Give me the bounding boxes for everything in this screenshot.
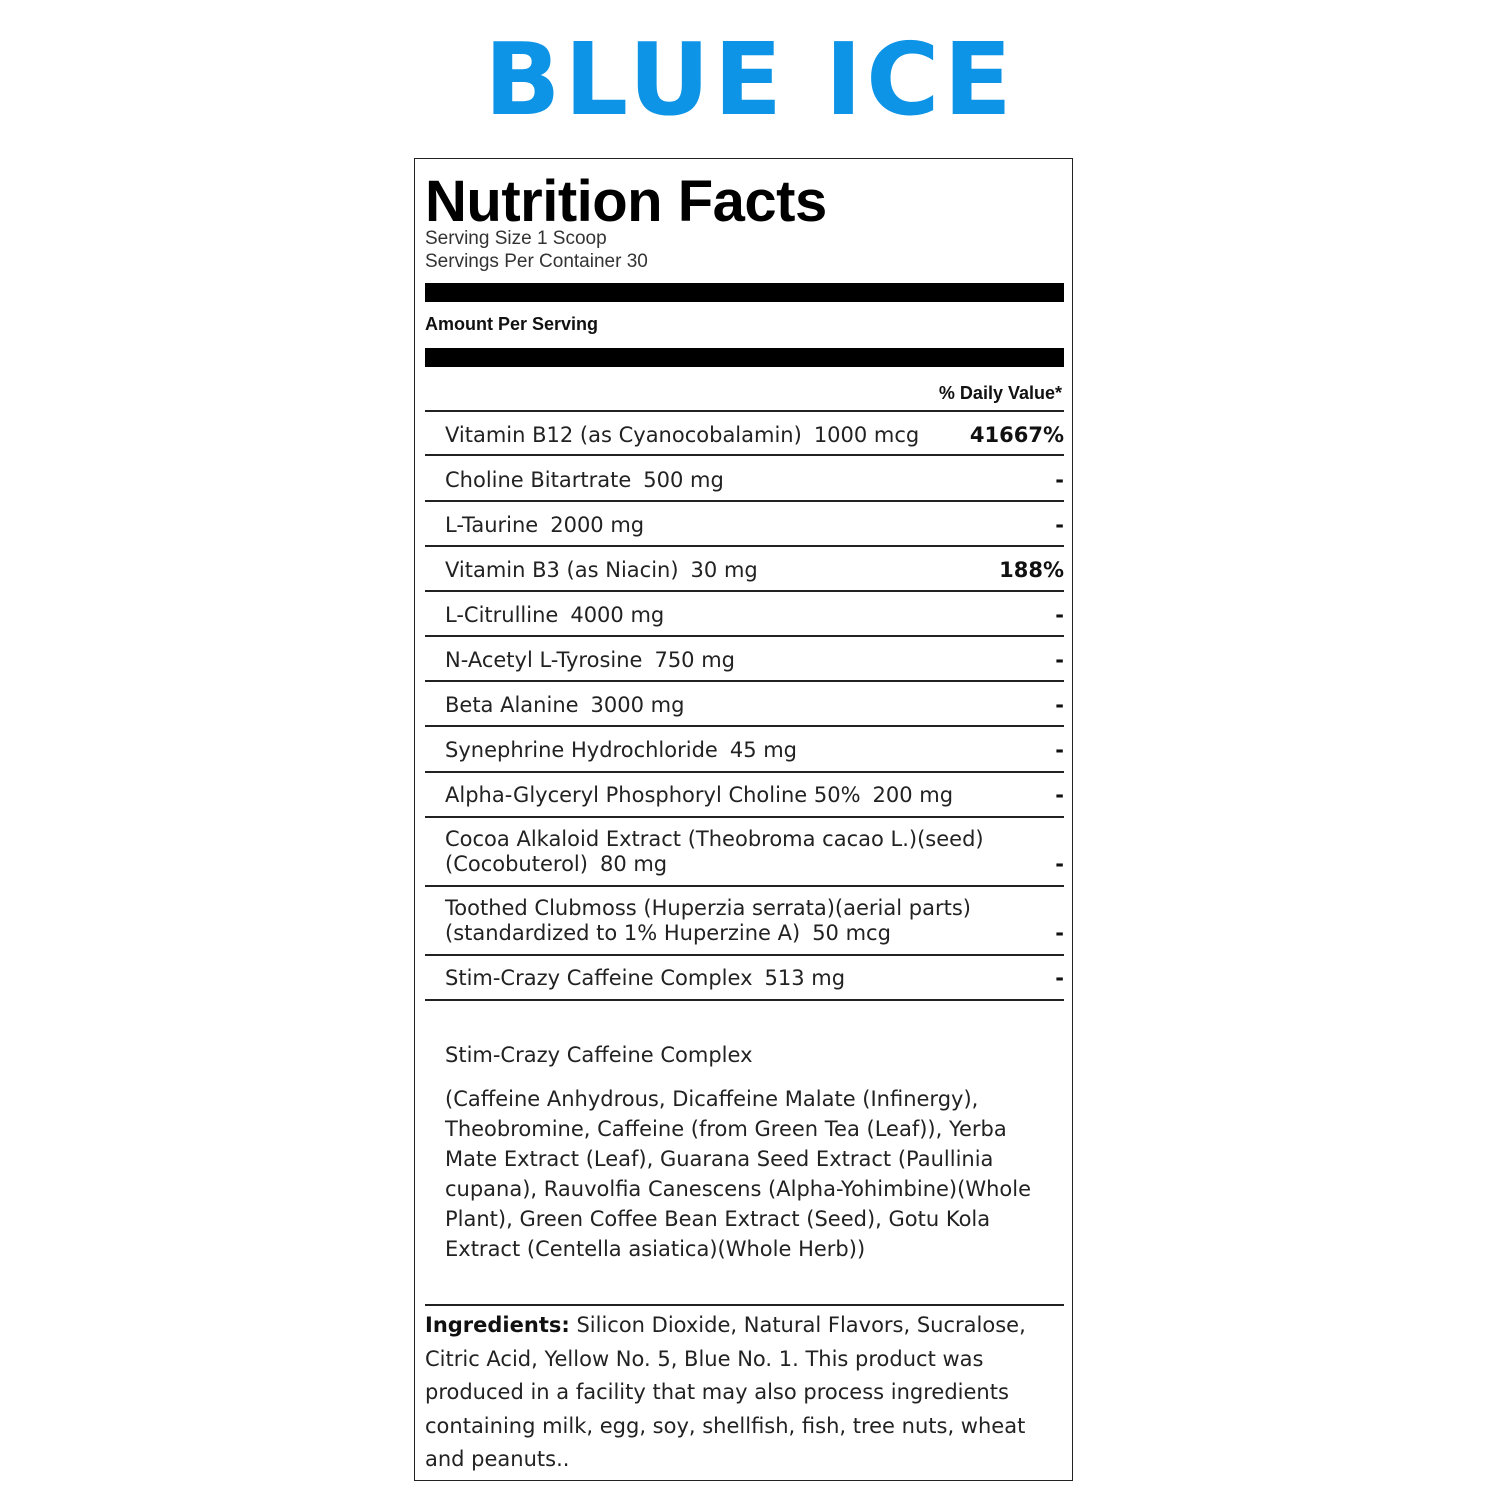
- nutrient-name: Toothed Clubmoss (Huperzia serrata)(aerial parts) (standardized to 1% Huperzine A): [445, 896, 971, 945]
- daily-value-header: % Daily Value*: [938, 383, 1062, 403]
- thick-divider-bottom: [425, 348, 1064, 367]
- nutrient-row: [445, 827, 1064, 877]
- nutrient-name: Stim-Crazy Caffeine Complex: [445, 966, 753, 990]
- divider-line: [425, 771, 1064, 773]
- divider-line: [425, 545, 1064, 547]
- nutrient-daily-value: -: [1055, 738, 1064, 762]
- divider-line: [425, 725, 1064, 727]
- nutrient-daily-value: -: [1055, 648, 1064, 672]
- nutrient-name: Vitamin B12 (as Cyanocobalamin): [445, 423, 802, 447]
- nutrient-row: [445, 693, 1064, 718]
- divider-line: [425, 954, 1064, 956]
- divider-line: [425, 816, 1064, 818]
- nutrient-name: Vitamin B3 (as Niacin): [445, 558, 679, 582]
- nutrient-daily-value: -: [1055, 783, 1064, 807]
- caffeine-complex-title: Stim-Crazy Caffeine Complex: [445, 1043, 753, 1067]
- serving-size: Serving Size 1 Scoop: [425, 228, 607, 249]
- nutrient-row: [445, 558, 1064, 583]
- nutrient-amount: 45 mg: [729, 738, 798, 762]
- nutrient-amount: 200 mg: [872, 783, 954, 807]
- nutrient-name: Choline Bitartrate: [445, 468, 632, 492]
- nutrient-daily-value: 41667%: [969, 423, 1064, 447]
- nutrient-name: L-Taurine: [445, 513, 539, 537]
- nutrient-amount: 2000 mg: [550, 513, 645, 537]
- nutrient-amount: 3000 mg: [590, 693, 685, 717]
- divider-line: [425, 454, 1064, 456]
- product-title: BLUE ICE: [484, 21, 1016, 138]
- divider-line: [425, 635, 1064, 637]
- nutrient-daily-value: -: [1055, 693, 1064, 717]
- nutrient-row: [445, 423, 1064, 448]
- nutrient-row: [445, 468, 1064, 493]
- nutrient-amount: 50 mcg: [812, 921, 891, 945]
- ingredients-label: Ingredients:: [425, 1313, 570, 1337]
- nutrient-row: [445, 738, 1064, 763]
- nutrient-row: [445, 603, 1064, 628]
- nutrition-facts-panel: [414, 158, 1073, 1481]
- nutrient-name: L-Citrulline: [445, 603, 559, 627]
- divider-line: [425, 680, 1064, 682]
- nutrient-amount: 4000 mg: [570, 603, 665, 627]
- nutrient-amount: 513 mg: [764, 966, 846, 990]
- divider-line: [425, 500, 1064, 502]
- nutrient-daily-value: -: [1055, 852, 1064, 876]
- ingredients-divider: [425, 1304, 1064, 1306]
- nutrient-daily-value: -: [1055, 468, 1064, 492]
- nutrient-daily-value: -: [1055, 513, 1064, 537]
- nutrient-daily-value: 188%: [999, 558, 1064, 582]
- caffeine-complex-contents: (Caffeine Anhydrous, Dicaffeine Malate (Infinergy), Theobromine, Caffeine (from Green Tea (Leaf)), Yerba Mate Extract (Leaf), Guarana Seed Extract (Paullinia cupana), Rauvolfia Canescens (Alpha-Yohimbine)(Whole Plant), Green Coffee Bean Extract (Seed), Gotu Kola Extract (Centella asiatica)(Whole Herb)): [445, 1087, 1031, 1261]
- nutrition-facts-title: Nutrition Facts: [425, 169, 827, 234]
- nutrient-amount: 30 mg: [690, 558, 758, 582]
- nutrient-amount: 1000 mcg: [813, 423, 920, 447]
- ingredients-list: Silicon Dioxide, Natural Flavors, Sucralose, Citric Acid, Yellow No. 5, Blue No. 1. This product was produced in a facility that may also process ingredients containing milk, egg, soy, shellfish, fish, tree nuts, wheat and peanuts..: [425, 1313, 1026, 1471]
- nutrient-amount: 750 mg: [654, 648, 735, 672]
- divider-line: [425, 590, 1064, 592]
- ingredients-text-block: [425, 1309, 1055, 1477]
- nutrient-row: [445, 896, 1064, 946]
- nutrient-name: Beta Alanine: [445, 693, 579, 717]
- divider-line: [425, 885, 1064, 887]
- servings-per-container: Servings Per Container 30: [425, 251, 648, 272]
- nutrient-daily-value: -: [1055, 603, 1064, 627]
- nutrient-amount: 80 mg: [599, 852, 668, 876]
- nutrient-name: Cocoa Alkaloid Extract (Theobroma cacao L.)(seed) (Cocobuterol): [445, 827, 984, 876]
- nutrient-name: N-Acetyl L-Tyrosine: [445, 648, 643, 672]
- nutrient-amount: 500 mg: [643, 468, 724, 492]
- amount-per-serving-label: Amount Per Serving: [425, 314, 599, 334]
- nutrient-daily-value: -: [1055, 966, 1064, 990]
- thick-divider-top: [425, 283, 1064, 302]
- nutrient-name: Synephrine Hydrochloride: [445, 738, 718, 762]
- nutrient-row: [445, 648, 1064, 673]
- nutrient-row: [445, 966, 1064, 991]
- nutrient-name: Alpha-Glyceryl Phosphoryl Choline 50%: [445, 783, 861, 807]
- nutrient-daily-value: -: [1055, 921, 1064, 945]
- divider-line: [425, 999, 1064, 1001]
- nutrient-row: [445, 783, 1064, 808]
- nutrient-row: [445, 513, 1064, 538]
- divider-line: [425, 410, 1064, 412]
